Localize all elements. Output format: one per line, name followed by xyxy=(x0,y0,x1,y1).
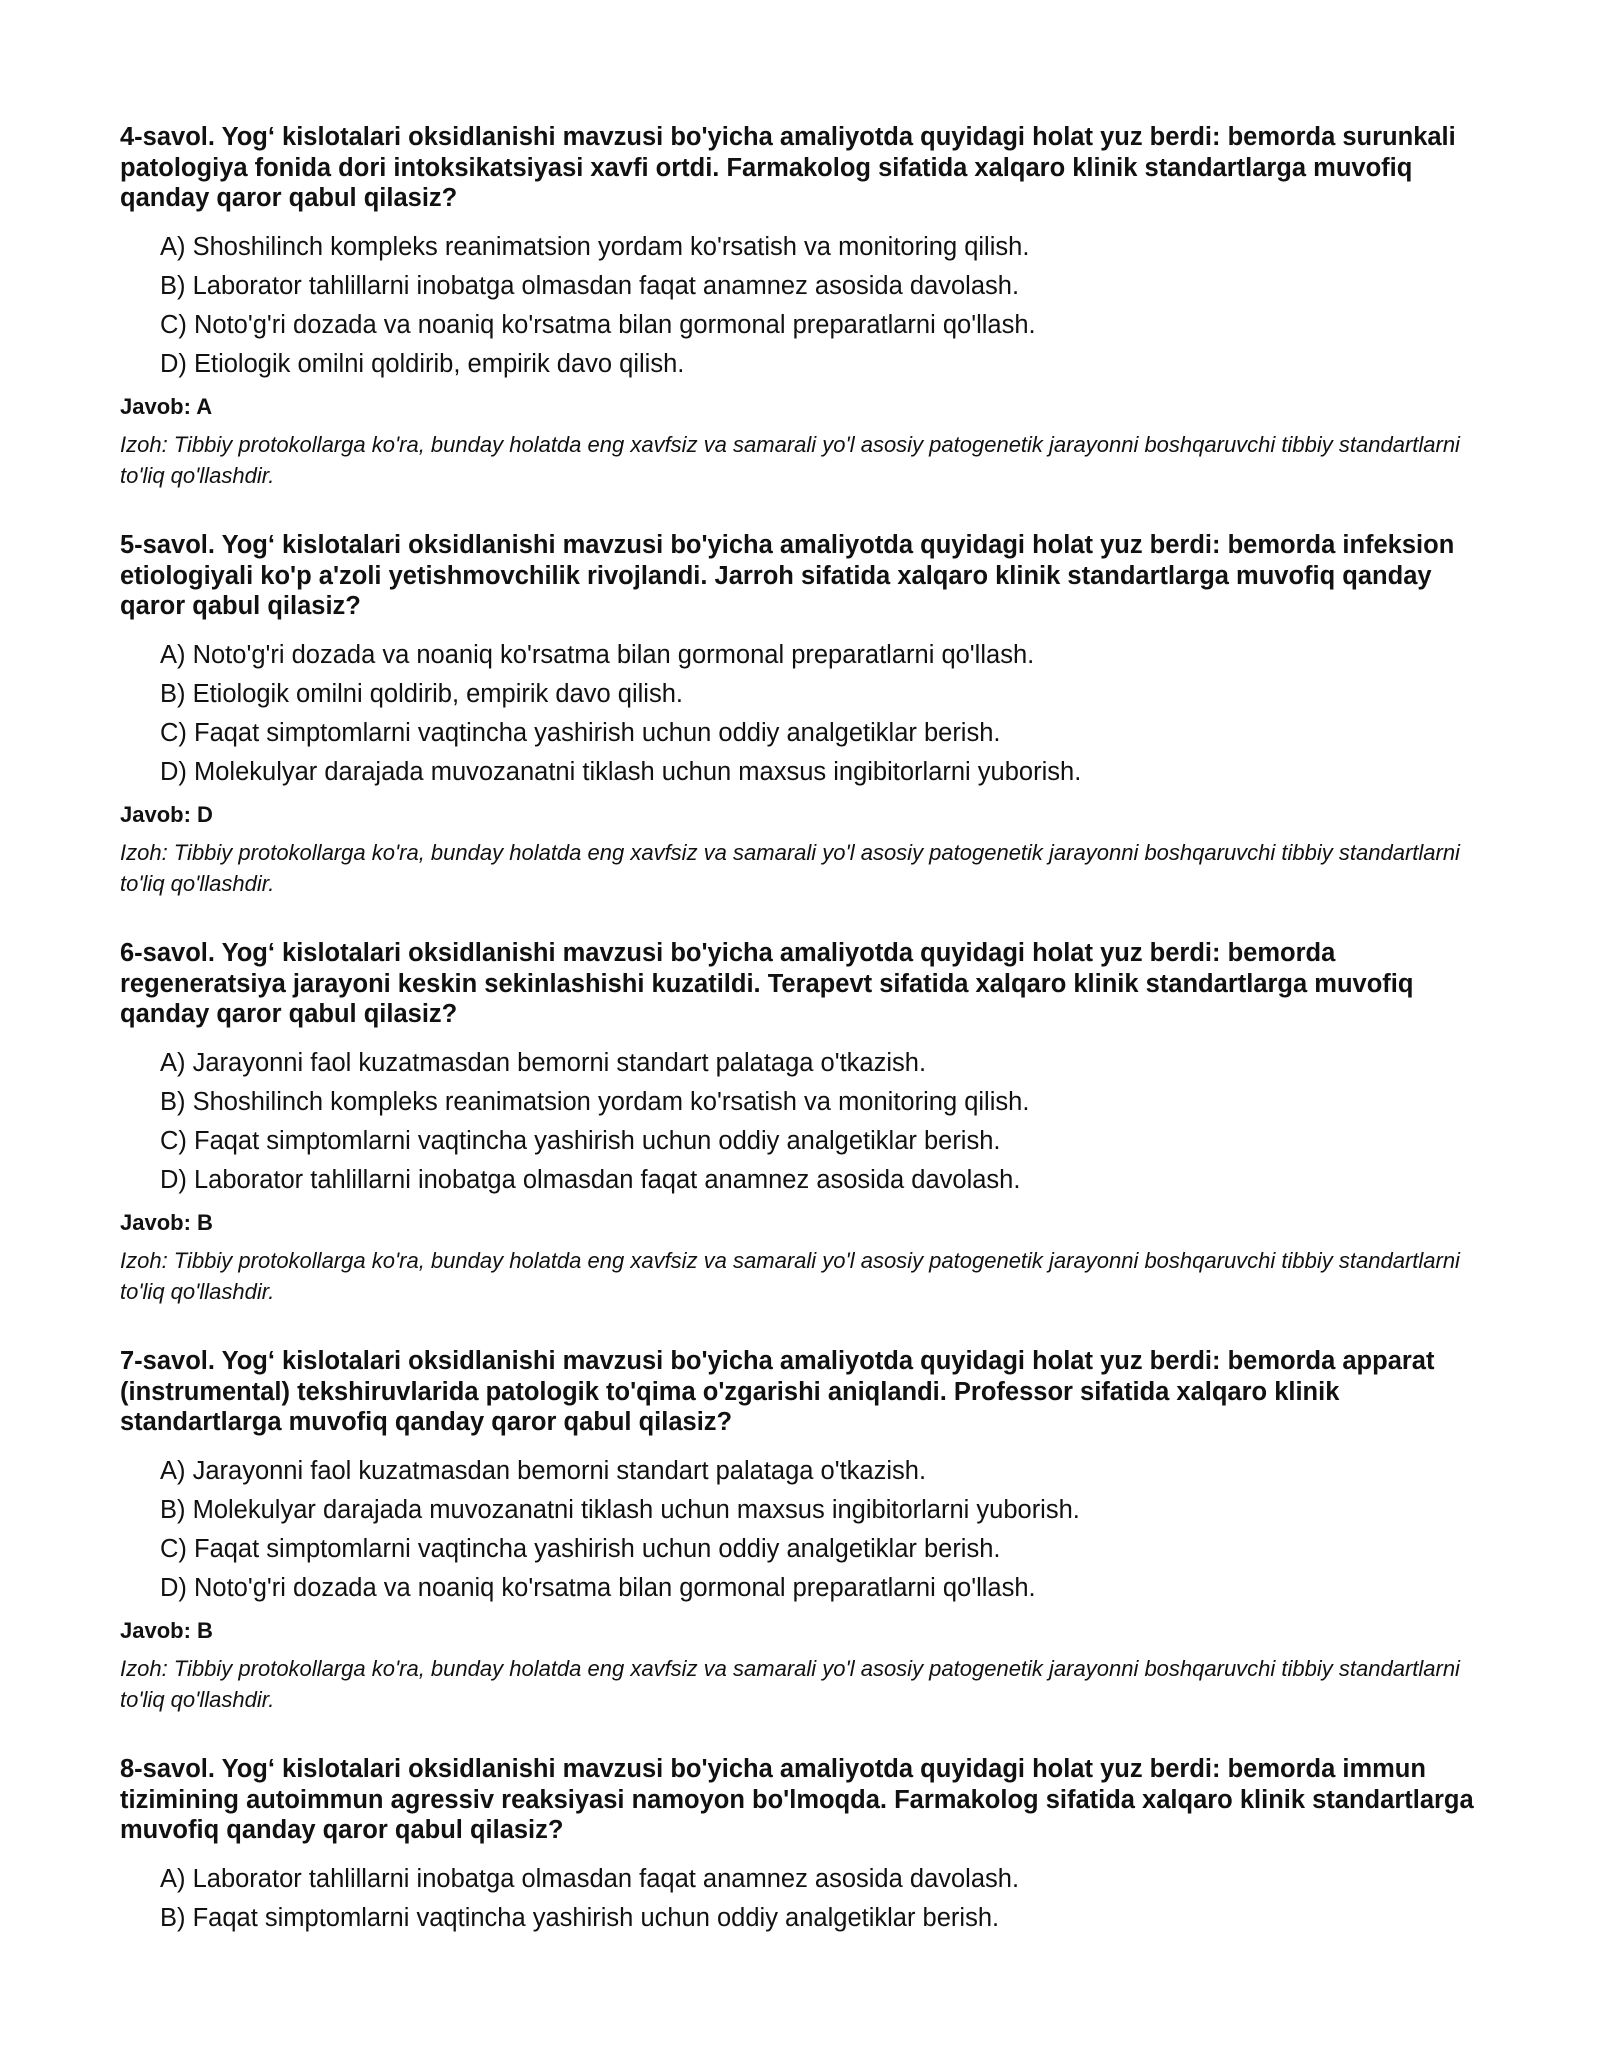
question-block xyxy=(120,938,1480,1307)
option-d: D) Molekulyar darajada muvozanatni tiklash uchun maxsus ingibitorlarni yuborish. xyxy=(160,757,1082,786)
option-c: C) Noto'g'ri dozada va noaniq ko'rsatma bilan gormonal preparatlarni qo'llash. xyxy=(160,310,1036,339)
option-a: A) Jarayonni faol kuzatmasdan bemorni standart palataga o'tkazish. xyxy=(160,1048,927,1077)
question-block xyxy=(120,122,1480,491)
option-b: B) Molekulyar darajada muvozanatni tiklash uchun maxsus ingibitorlarni yuborish. xyxy=(160,1495,1080,1524)
option-c: C) Faqat simptomlarni vaqtincha yashirish uchun oddiy analgetiklar berish. xyxy=(160,718,1001,747)
question-block xyxy=(120,1754,1480,1938)
question-text: 7-savol. Yog‘ kislotalari oksidlanishi mavzusi bo'yicha amaliyotda quyidagi holat yuz berdi: bemorda apparat (instrumental) tekshiruvlarida patologik to'qima o'zgarishi aniqlandi. Professor sifatida xalqaro klinik standartlarga muvofiq qanday qaror qabul qilasiz? xyxy=(120,1347,1435,1437)
option-d: D) Laborator tahlillarni inobatga olmasdan faqat anamnez asosida davolash. xyxy=(160,1165,1021,1194)
answer-label: Javob: D xyxy=(120,801,213,827)
question-block xyxy=(120,1346,1480,1715)
option-a: A) Noto'g'ri dozada va noaniq ko'rsatma bilan gormonal preparatlarni qo'llash. xyxy=(160,640,1035,669)
option-list xyxy=(160,1044,1480,1200)
question-text: 6-savol. Yog‘ kislotalari oksidlanishi mavzusi bo'yicha amaliyotda quyidagi holat yuz berdi: bemorda regeneratsiya jarayoni keskin sekinlashishi kuzatildi. Terapevt sifatida xalqaro klinik standartlarga muvofiq qanday qaror qabul qilasiz? xyxy=(120,939,1414,1029)
option-a: A) Laborator tahlillarni inobatga olmasdan faqat anamnez asosida davolash. xyxy=(160,1864,1020,1893)
option-a: A) Shoshilinch kompleks reanimatsion yordam ko'rsatish va monitoring qilish. xyxy=(160,232,1030,261)
explanation-text: Izoh: Tibbiy protokollarga ko'ra, bunday holatda eng xavfsiz va samarali yo'l asosiy patogenetik jarayonni boshqaruvchi tibbiy standartlarni to'liq qo'llashdir. xyxy=(120,1247,1460,1304)
option-b: B) Shoshilinch kompleks reanimatsion yordam ko'rsatish va monitoring qilish. xyxy=(160,1087,1030,1116)
answer-label: Javob: B xyxy=(120,1209,213,1235)
option-list xyxy=(160,1452,1480,1608)
option-d: D) Noto'g'ri dozada va noaniq ko'rsatma bilan gormonal preparatlarni qo'llash. xyxy=(160,1573,1036,1602)
option-list xyxy=(160,1860,1480,1938)
explanation-text: Izoh: Tibbiy protokollarga ko'ra, bunday holatda eng xavfsiz va samarali yo'l asosiy patogenetik jarayonni boshqaruvchi tibbiy standartlarni to'liq qo'llashdir. xyxy=(120,431,1460,488)
option-a: A) Jarayonni faol kuzatmasdan bemorni standart palataga o'tkazish. xyxy=(160,1456,927,1485)
option-d: D) Etiologik omilni qoldirib, empirik davo qilish. xyxy=(160,349,685,378)
option-c: C) Faqat simptomlarni vaqtincha yashirish uchun oddiy analgetiklar berish. xyxy=(160,1126,1001,1155)
question-text: 8-savol. Yog‘ kislotalari oksidlanishi mavzusi bo'yicha amaliyotda quyidagi holat yuz berdi: bemorda immun tizimining autoimmun agressiv reaksiyasi namoyon bo'lmoqda. Farmakolog sifatida xalqaro klinik standartlarga muvofiq qanday qaror qabul qilasiz? xyxy=(120,1755,1474,1845)
option-list xyxy=(160,228,1480,384)
explanation-text: Izoh: Tibbiy protokollarga ko'ra, bunday holatda eng xavfsiz va samarali yo'l asosiy patogenetik jarayonni boshqaruvchi tibbiy standartlarni to'liq qo'llashdir. xyxy=(120,839,1460,896)
question-text: 5-savol. Yog‘ kislotalari oksidlanishi mavzusi bo'yicha amaliyotda quyidagi holat yuz berdi: bemorda infeksion etiologiyali ko'p a'zoli yetishmovchilik rivojlandi. Jarroh sifatida xalqaro klinik standartlarga muvofiq qanday qaror qabul qilasiz? xyxy=(120,531,1455,621)
question-text: 4-savol. Yog‘ kislotalari oksidlanishi mavzusi bo'yicha amaliyotda quyidagi holat yuz berdi: bemorda surunkali patologiya fonida dori intoksikatsiyasi xavfi ortdi. Farmakolog sifatida xalqaro klinik standartlarga muvofiq qanday qaror qabul qilasiz? xyxy=(120,123,1456,213)
option-b: B) Etiologik omilni qoldirib, empirik davo qilish. xyxy=(160,679,683,708)
explanation-text: Izoh: Tibbiy protokollarga ko'ra, bunday holatda eng xavfsiz va samarali yo'l asosiy patogenetik jarayonni boshqaruvchi tibbiy standartlarni to'liq qo'llashdir. xyxy=(120,1655,1460,1712)
question-block xyxy=(120,530,1480,899)
option-b: B) Faqat simptomlarni vaqtincha yashirish uchun oddiy analgetiklar berish. xyxy=(160,1903,1000,1932)
option-list xyxy=(160,636,1480,792)
answer-label: Javob: A xyxy=(120,393,213,419)
option-c: C) Faqat simptomlarni vaqtincha yashirish uchun oddiy analgetiklar berish. xyxy=(160,1534,1001,1563)
option-b: B) Laborator tahlillarni inobatga olmasdan faqat anamnez asosida davolash. xyxy=(160,271,1020,300)
answer-label: Javob: B xyxy=(120,1617,213,1643)
